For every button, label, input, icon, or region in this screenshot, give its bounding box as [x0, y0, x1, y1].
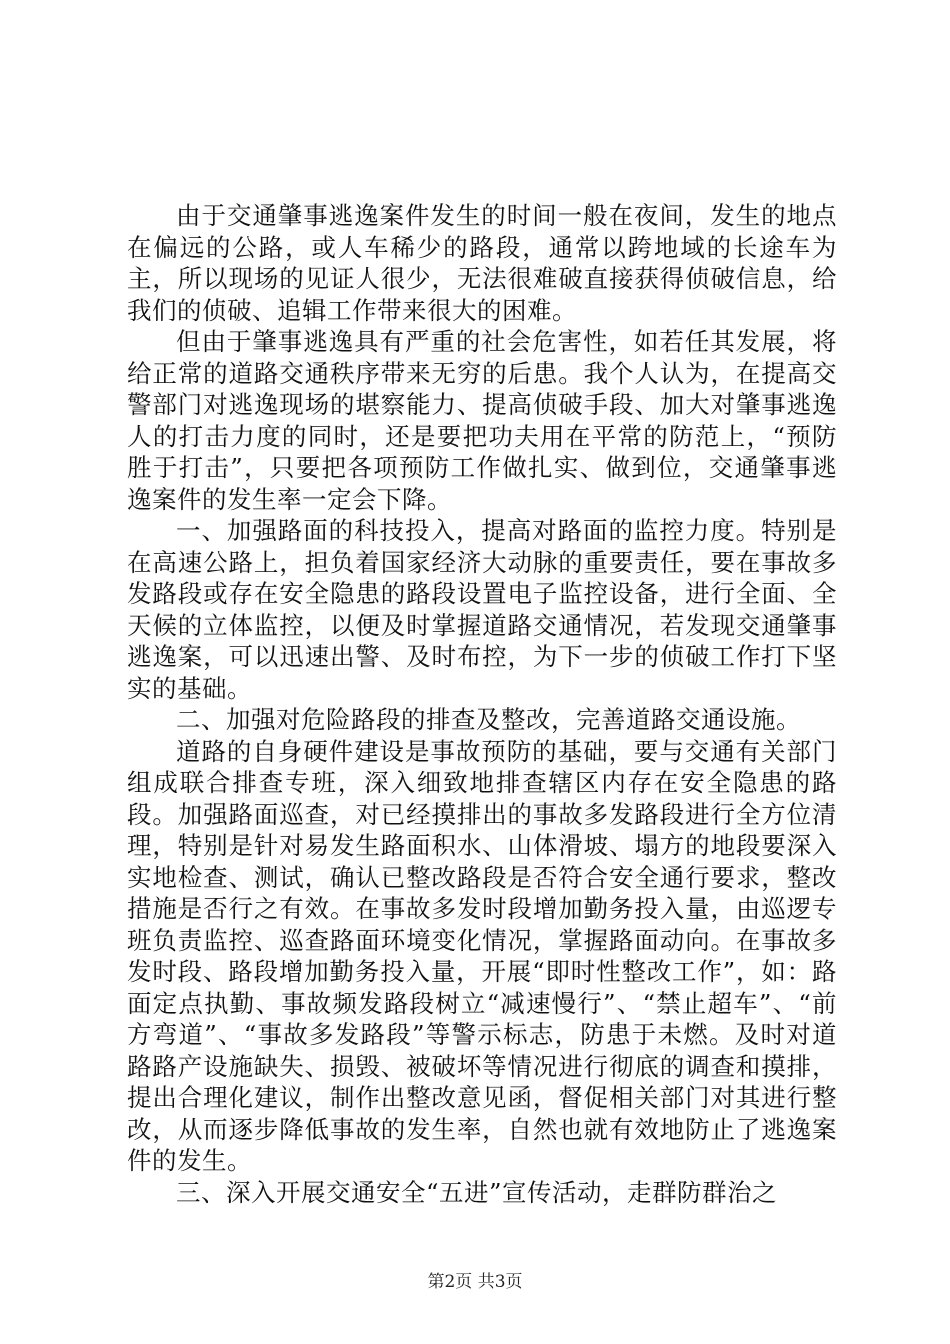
page-number: 第2页 共3页: [427, 1272, 523, 1292]
paragraph: 道路的自身硬件建设是事故预防的基础，要与交通有关部门组成联合排查专班，深入细致地排查辖区内存在安全隐患的路段。加强路面巡查，对已经摸排出的事故多发路段进行全方位清理，特别是针对易发生路面积水、山体滑坡、塌方的地段要深入实地检查、测试，确认已整改路段是否符合安全通行要求，整改措施是否行之有效。在事故多发时段增加勤务投入量，由巡逻专班负责监控、巡查路面环境变化情况，掌握路面动向。在事故多发时段、路段增加勤务投入量，开展“即时性整改工作”，如：路面定点执勤、事故频发路段树立“减速慢行”、“禁止超车”、“前方弯道”、“事故多发路段”等警示标志，防患于未燃。及时对道路路产设施缺失、损毁、被破坏等情况进行彻底的调查和摸排，提出合理化建议，制作出整改意见函，督促相关部门对其进行整改，从而逐步降低事故的发生率，自然也就有效地防止了逃逸案件的发生。: [127, 736, 837, 1175]
paragraph: 由于交通肇事逃逸案件发生的时间一般在夜间，发生的地点在偏远的公路，或人车稀少的路段，通常以跨地域的长途车为主，所以现场的见证人很少，无法很难破直接获得侦破信息，给我们的侦破、追辑工作带来很大的困难。: [127, 201, 837, 325]
paragraph: 一、加强路面的科技投入，提高对路面的监控力度。特别是在高速公路上，担负着国家经济大动脉的重要责任，要在事故多发路段或存在安全隐患的路段设置电子监控设备，进行全面、全天候的立体监控，以便及时掌握道路交通情况，若发现交通肇事逃逸案，可以迅速出警、及时布控，为下一步的侦破工作打下坚实的基础。: [127, 516, 837, 703]
document-body: [127, 200, 837, 1208]
section-heading: 三、深入开展交通安全“五进”宣传活动，走群防群治之: [176, 1177, 778, 1207]
paragraph: 但由于肇事逃逸具有严重的社会危害性，如若任其发展，将给正常的道路交通秩序带来无穷的后患。我个人认为，在提高交警部门对逃逸现场的堪察能力、提高侦破手段、加大对肇事逃逸人的打击力度的同时，还是要把功夫用在平常的防范上，“预防胜于打击”，只要把各项预防工作做扎实、做到位，交通肇事逃逸案件的发生率一定会下降。: [127, 327, 837, 514]
section-heading: 二、加强对危险路段的排查及整改，完善道路交通设施。: [176, 705, 801, 734]
page-footer: [0, 1271, 950, 1293]
